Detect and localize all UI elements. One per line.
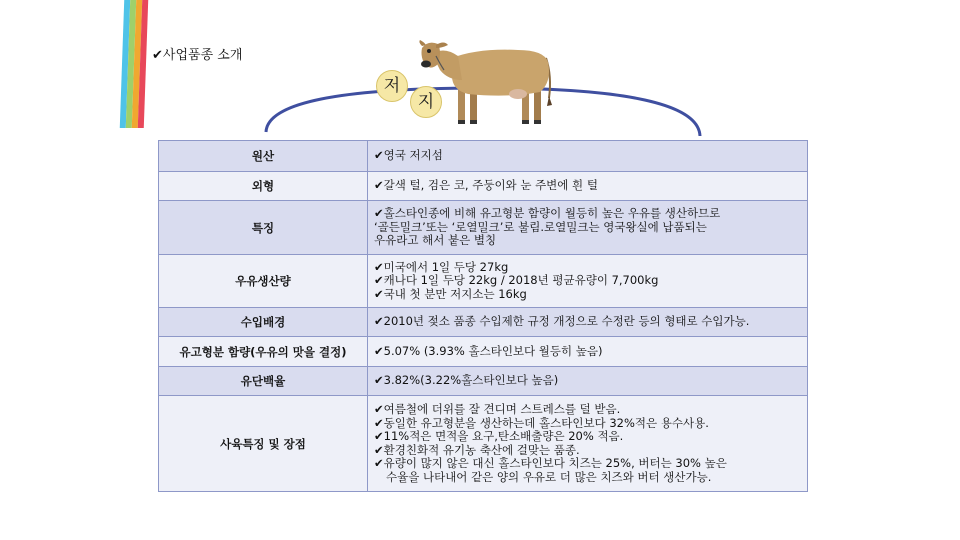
row-value <box>368 201 808 255</box>
row-label: 우유생산량 <box>159 255 368 308</box>
row-line: ✔동일한 유고형분을 생산하는데 홀스타인보다 32%적은 용수사용. <box>374 415 709 430</box>
cow-image <box>418 36 558 128</box>
row-value <box>368 337 808 367</box>
row-line: ✔홀스타인종에 비해 유고형분 함량이 월등히 높은 우유를 생산하므로 <box>374 206 721 221</box>
badge-jeo: 저 <box>376 70 408 102</box>
row-line: 수율을 나타내어 같은 양의 우유로 더 많은 치즈와 버터 생산가능. <box>386 469 712 484</box>
row-line: ✔11%적은 면적을 요구,탄소배출량은 20% 적음. <box>374 429 624 443</box>
row-label: 유고형분 함량(우유의 맛을 결정) <box>159 337 368 367</box>
row-line: ✔2010년 젖소 품종 수입제한 규정 개정으로 수정란 등의 형태로 수입가능. <box>374 314 750 329</box>
row-line: ✔5.07% (3.93% 홀스타인보다 월등히 높음) <box>374 343 603 358</box>
row-line: ✔영국 저지섬 <box>374 148 443 163</box>
row-line: ✔국내 첫 분만 저지소는 16kg <box>374 286 527 301</box>
section-title: ✔사업품종 소개 <box>152 48 243 63</box>
table-row <box>159 367 808 396</box>
row-label: 원산 <box>159 141 368 172</box>
table-row <box>159 396 808 492</box>
breed-info-table <box>158 140 808 492</box>
row-line: ✔캐나다 1일 두당 22kg / 2018년 평균유량이 7,700kg <box>374 273 659 288</box>
row-value <box>368 367 808 396</box>
row-line: ‘골든밀크’또는 ‘로열밀크’로 불림.로열밀크는 영국왕실에 납품되는 <box>374 219 707 234</box>
row-value <box>368 255 808 308</box>
table-row <box>159 337 808 367</box>
row-label: 특징 <box>159 201 368 255</box>
table-row <box>159 255 808 308</box>
row-label: 외형 <box>159 172 368 201</box>
row-value <box>368 172 808 201</box>
row-value <box>368 308 808 337</box>
table-row <box>159 141 808 172</box>
row-line: ✔여름철에 더위를 잘 견디며 스트레스를 덜 받음. <box>374 402 621 416</box>
table-row <box>159 172 808 201</box>
row-label: 수입배경 <box>159 308 368 337</box>
row-line: 우유라고 해서 붙은 별칭 <box>374 233 497 248</box>
row-value <box>368 141 808 172</box>
badge-ji: 지 <box>410 86 442 118</box>
row-line: ✔유량이 많지 않은 대신 홀스타인보다 치즈는 25%, 버터는 30% 높은 <box>374 456 727 470</box>
row-label: 유단백율 <box>159 367 368 396</box>
row-line: ✔갈색 털, 검은 코, 주둥이와 눈 주변에 흰 털 <box>374 178 598 193</box>
row-line: ✔미국에서 1일 두당 27kg <box>374 259 509 274</box>
row-value <box>368 396 808 492</box>
row-line: ✔3.82%(3.22%홀스타인보다 높음) <box>374 373 559 388</box>
row-line: ✔환경친화적 유기농 축산에 걸맞는 품종. <box>374 442 580 457</box>
table-row <box>159 308 808 337</box>
row-label: 사육특징 및 장점 <box>159 396 368 492</box>
table-row <box>159 201 808 255</box>
decorative-stripes <box>122 0 150 128</box>
